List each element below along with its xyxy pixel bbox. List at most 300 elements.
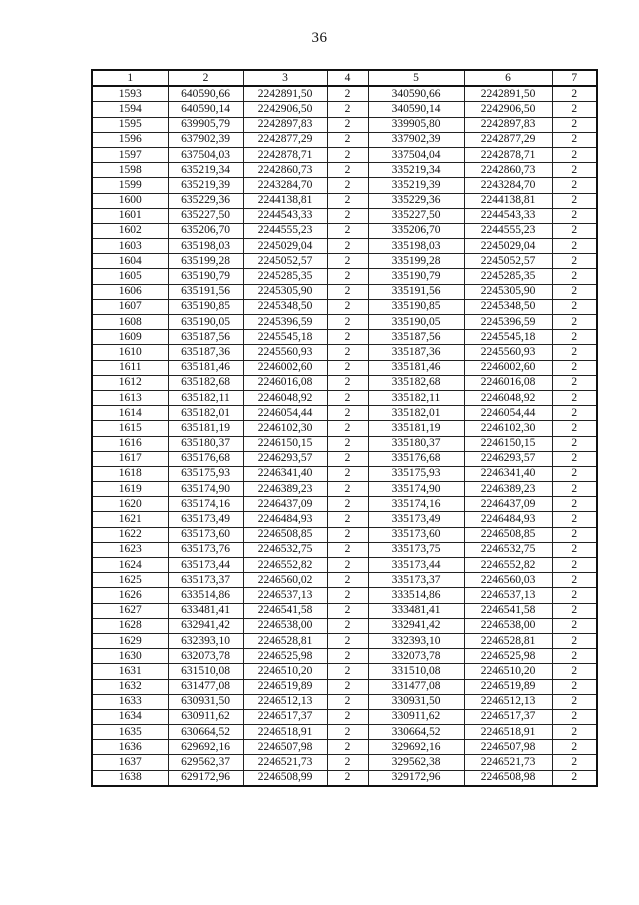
- x-coordinate-alt-cell: 339905,80: [368, 117, 464, 132]
- y-coordinate-alt-cell: 2245052,57: [464, 254, 552, 269]
- value-alt-cell: 2: [552, 466, 597, 481]
- y-coordinate-cell: 2242877,29: [243, 132, 327, 147]
- y-coordinate-alt-cell: 2246048,92: [464, 390, 552, 405]
- x-coordinate-alt-cell: 335175,93: [368, 466, 464, 481]
- value-cell: 2: [327, 512, 368, 527]
- x-coordinate-cell: 635174,16: [168, 497, 243, 512]
- x-coordinate-cell: 639905,79: [168, 117, 243, 132]
- y-coordinate-alt-cell: 2246508,98: [464, 770, 552, 786]
- table-row: [92, 315, 597, 330]
- point-number-cell: 1619: [92, 482, 168, 497]
- y-coordinate-cell: 2246484,93: [243, 512, 327, 527]
- value-alt-cell: 2: [552, 330, 597, 345]
- y-coordinate-alt-cell: 2246537,13: [464, 588, 552, 603]
- point-number-cell: 1628: [92, 618, 168, 633]
- point-number-cell: 1631: [92, 664, 168, 679]
- value-alt-cell: 2: [552, 603, 597, 618]
- value-alt-cell: 2: [552, 497, 597, 512]
- value-alt-cell: 2: [552, 512, 597, 527]
- value-cell: 2: [327, 740, 368, 755]
- x-coordinate-cell: 630931,50: [168, 694, 243, 709]
- point-number-cell: 1609: [92, 330, 168, 345]
- value-cell: 2: [327, 254, 368, 269]
- x-coordinate-alt-cell: 335180,37: [368, 436, 464, 451]
- y-coordinate-alt-cell: 2245029,04: [464, 239, 552, 254]
- value-cell: 2: [327, 269, 368, 284]
- value-cell: 2: [327, 770, 368, 786]
- y-coordinate-cell: 2246293,57: [243, 451, 327, 466]
- y-coordinate-alt-cell: 2242897,83: [464, 117, 552, 132]
- x-coordinate-alt-cell: 331477,08: [368, 679, 464, 694]
- table-row: [92, 147, 597, 162]
- point-number-cell: 1599: [92, 178, 168, 193]
- y-coordinate-cell: 2246510,20: [243, 664, 327, 679]
- x-coordinate-cell: 640590,14: [168, 102, 243, 117]
- y-coordinate-cell: 2246341,40: [243, 466, 327, 481]
- value-alt-cell: 2: [552, 223, 597, 238]
- value-cell: 2: [327, 117, 368, 132]
- value-alt-cell: 2: [552, 588, 597, 603]
- x-coordinate-alt-cell: 335227,50: [368, 208, 464, 223]
- x-coordinate-cell: 635187,56: [168, 330, 243, 345]
- table-row: [92, 649, 597, 664]
- table-row: [92, 345, 597, 360]
- value-cell: 2: [327, 239, 368, 254]
- y-coordinate-alt-cell: 2244543,33: [464, 208, 552, 223]
- x-coordinate-cell: 630664,52: [168, 725, 243, 740]
- y-coordinate-cell: 2246437,09: [243, 497, 327, 512]
- y-coordinate-alt-cell: 2242877,29: [464, 132, 552, 147]
- x-coordinate-alt-cell: 335174,90: [368, 482, 464, 497]
- value-alt-cell: 2: [552, 633, 597, 648]
- value-alt-cell: 2: [552, 102, 597, 117]
- x-coordinate-alt-cell: 335174,16: [368, 497, 464, 512]
- y-coordinate-cell: 2242860,73: [243, 163, 327, 178]
- point-number-cell: 1607: [92, 299, 168, 314]
- value-cell: 2: [327, 102, 368, 117]
- value-alt-cell: 2: [552, 406, 597, 421]
- value-alt-cell: 2: [552, 649, 597, 664]
- y-coordinate-cell: 2246518,91: [243, 725, 327, 740]
- point-number-cell: 1593: [92, 86, 168, 102]
- y-coordinate-cell: 2245545,18: [243, 330, 327, 345]
- table-row: [92, 603, 597, 618]
- y-coordinate-alt-cell: 2246510,20: [464, 664, 552, 679]
- x-coordinate-cell: 631477,08: [168, 679, 243, 694]
- table-row: [92, 117, 597, 132]
- value-cell: 2: [327, 633, 368, 648]
- x-coordinate-alt-cell: 335219,34: [368, 163, 464, 178]
- value-alt-cell: 2: [552, 451, 597, 466]
- y-coordinate-alt-cell: 2246517,37: [464, 709, 552, 724]
- y-coordinate-cell: 2243284,70: [243, 178, 327, 193]
- point-number-cell: 1601: [92, 208, 168, 223]
- y-coordinate-alt-cell: 2246541,58: [464, 603, 552, 618]
- value-alt-cell: 2: [552, 709, 597, 724]
- column-header-3: 3: [243, 70, 327, 86]
- table-row: [92, 436, 597, 451]
- x-coordinate-cell: 635174,90: [168, 482, 243, 497]
- y-coordinate-alt-cell: 2246525,98: [464, 649, 552, 664]
- value-alt-cell: 2: [552, 178, 597, 193]
- y-coordinate-cell: 2246002,60: [243, 360, 327, 375]
- value-alt-cell: 2: [552, 542, 597, 557]
- point-number-cell: 1633: [92, 694, 168, 709]
- y-coordinate-cell: 2244543,33: [243, 208, 327, 223]
- value-cell: 2: [327, 603, 368, 618]
- y-coordinate-cell: 2244555,23: [243, 223, 327, 238]
- x-coordinate-alt-cell: 337902,39: [368, 132, 464, 147]
- table-row: [92, 588, 597, 603]
- y-coordinate-alt-cell: 2246341,40: [464, 466, 552, 481]
- x-coordinate-cell: 635180,37: [168, 436, 243, 451]
- y-coordinate-alt-cell: 2244555,23: [464, 223, 552, 238]
- point-number-cell: 1610: [92, 345, 168, 360]
- table-row: [92, 178, 597, 193]
- x-coordinate-alt-cell: 335190,05: [368, 315, 464, 330]
- value-alt-cell: 2: [552, 482, 597, 497]
- y-coordinate-cell: 2246525,98: [243, 649, 327, 664]
- value-alt-cell: 2: [552, 254, 597, 269]
- x-coordinate-cell: 635181,46: [168, 360, 243, 375]
- y-coordinate-cell: 2246537,13: [243, 588, 327, 603]
- value-cell: 2: [327, 223, 368, 238]
- x-coordinate-alt-cell: 329172,96: [368, 770, 464, 786]
- value-cell: 2: [327, 664, 368, 679]
- table-row: [92, 497, 597, 512]
- column-header-5: 5: [368, 70, 464, 86]
- point-number-cell: 1620: [92, 497, 168, 512]
- y-coordinate-cell: 2246521,73: [243, 755, 327, 770]
- y-coordinate-alt-cell: 2246507,98: [464, 740, 552, 755]
- y-coordinate-cell: 2242906,50: [243, 102, 327, 117]
- value-alt-cell: 2: [552, 436, 597, 451]
- point-number-cell: 1625: [92, 573, 168, 588]
- x-coordinate-alt-cell: 335173,37: [368, 573, 464, 588]
- value-alt-cell: 2: [552, 740, 597, 755]
- coordinates-table: [91, 69, 598, 787]
- value-alt-cell: 2: [552, 725, 597, 740]
- table-row: [92, 132, 597, 147]
- y-coordinate-alt-cell: 2246102,30: [464, 421, 552, 436]
- y-coordinate-alt-cell: 2246508,85: [464, 527, 552, 542]
- value-cell: 2: [327, 588, 368, 603]
- y-coordinate-alt-cell: 2246437,09: [464, 497, 552, 512]
- y-coordinate-alt-cell: 2246002,60: [464, 360, 552, 375]
- point-number-cell: 1638: [92, 770, 168, 786]
- y-coordinate-cell: 2245305,90: [243, 284, 327, 299]
- y-coordinate-cell: 2245396,59: [243, 315, 327, 330]
- y-coordinate-cell: 2245029,04: [243, 239, 327, 254]
- point-number-cell: 1616: [92, 436, 168, 451]
- x-coordinate-alt-cell: 340590,66: [368, 86, 464, 102]
- x-coordinate-alt-cell: 332393,10: [368, 633, 464, 648]
- x-coordinate-alt-cell: 335181,19: [368, 421, 464, 436]
- value-alt-cell: 2: [552, 755, 597, 770]
- point-number-cell: 1596: [92, 132, 168, 147]
- x-coordinate-alt-cell: 335182,11: [368, 390, 464, 405]
- column-header-6: 6: [464, 70, 552, 86]
- value-cell: 2: [327, 466, 368, 481]
- x-coordinate-alt-cell: 335190,85: [368, 299, 464, 314]
- table-row: [92, 208, 597, 223]
- table-row: [92, 527, 597, 542]
- point-number-cell: 1605: [92, 269, 168, 284]
- value-alt-cell: 2: [552, 618, 597, 633]
- y-coordinate-alt-cell: 2246538,00: [464, 618, 552, 633]
- x-coordinate-alt-cell: 330911,62: [368, 709, 464, 724]
- x-coordinate-cell: 633514,86: [168, 588, 243, 603]
- y-coordinate-cell: 2242891,50: [243, 86, 327, 102]
- x-coordinate-cell: 633481,41: [168, 603, 243, 618]
- value-cell: 2: [327, 284, 368, 299]
- table-row: [92, 284, 597, 299]
- x-coordinate-cell: 629562,37: [168, 755, 243, 770]
- x-coordinate-cell: 635175,93: [168, 466, 243, 481]
- value-alt-cell: 2: [552, 694, 597, 709]
- value-cell: 2: [327, 436, 368, 451]
- point-number-cell: 1632: [92, 679, 168, 694]
- y-coordinate-cell: 2246519,89: [243, 679, 327, 694]
- point-number-cell: 1602: [92, 223, 168, 238]
- value-alt-cell: 2: [552, 117, 597, 132]
- value-alt-cell: 2: [552, 299, 597, 314]
- point-number-cell: 1594: [92, 102, 168, 117]
- value-cell: 2: [327, 527, 368, 542]
- y-coordinate-cell: 2245285,35: [243, 269, 327, 284]
- point-number-cell: 1627: [92, 603, 168, 618]
- table-row: [92, 254, 597, 269]
- value-cell: 2: [327, 208, 368, 223]
- x-coordinate-alt-cell: 335173,60: [368, 527, 464, 542]
- x-coordinate-alt-cell: 331510,08: [368, 664, 464, 679]
- value-alt-cell: 2: [552, 573, 597, 588]
- table-header-row: [92, 70, 597, 86]
- y-coordinate-alt-cell: 2242878,71: [464, 147, 552, 162]
- point-number-cell: 1600: [92, 193, 168, 208]
- x-coordinate-cell: 635190,85: [168, 299, 243, 314]
- table-row: [92, 725, 597, 740]
- value-cell: 2: [327, 132, 368, 147]
- x-coordinate-cell: 632073,78: [168, 649, 243, 664]
- table-row: [92, 694, 597, 709]
- table-row: [92, 86, 597, 102]
- value-cell: 2: [327, 375, 368, 390]
- y-coordinate-alt-cell: 2243284,70: [464, 178, 552, 193]
- value-cell: 2: [327, 558, 368, 573]
- x-coordinate-cell: 637504,03: [168, 147, 243, 162]
- value-cell: 2: [327, 573, 368, 588]
- point-number-cell: 1637: [92, 755, 168, 770]
- y-coordinate-alt-cell: 2246484,93: [464, 512, 552, 527]
- y-coordinate-alt-cell: 2245560,93: [464, 345, 552, 360]
- table-row: [92, 330, 597, 345]
- table-row: [92, 618, 597, 633]
- y-coordinate-alt-cell: 2245545,18: [464, 330, 552, 345]
- value-cell: 2: [327, 163, 368, 178]
- table-row: [92, 299, 597, 314]
- point-number-cell: 1606: [92, 284, 168, 299]
- table-row: [92, 406, 597, 421]
- y-coordinate-cell: 2246541,58: [243, 603, 327, 618]
- value-cell: 2: [327, 679, 368, 694]
- y-coordinate-alt-cell: 2246519,89: [464, 679, 552, 694]
- x-coordinate-alt-cell: 335187,56: [368, 330, 464, 345]
- value-cell: 2: [327, 725, 368, 740]
- value-cell: 2: [327, 299, 368, 314]
- y-coordinate-cell: 2246054,44: [243, 406, 327, 421]
- point-number-cell: 1636: [92, 740, 168, 755]
- y-coordinate-alt-cell: 2245348,50: [464, 299, 552, 314]
- page-number: 36: [311, 30, 328, 46]
- x-coordinate-cell: 635191,56: [168, 284, 243, 299]
- y-coordinate-cell: 2246512,13: [243, 694, 327, 709]
- x-coordinate-cell: 635190,05: [168, 315, 243, 330]
- x-coordinate-alt-cell: 329692,16: [368, 740, 464, 755]
- value-cell: 2: [327, 649, 368, 664]
- x-coordinate-alt-cell: 337504,04: [368, 147, 464, 162]
- x-coordinate-cell: 635219,39: [168, 178, 243, 193]
- value-cell: 2: [327, 360, 368, 375]
- value-alt-cell: 2: [552, 558, 597, 573]
- y-coordinate-cell: 2242878,71: [243, 147, 327, 162]
- x-coordinate-cell: 632941,42: [168, 618, 243, 633]
- table-row: [92, 573, 597, 588]
- y-coordinate-cell: 2246150,15: [243, 436, 327, 451]
- y-coordinate-alt-cell: 2242906,50: [464, 102, 552, 117]
- point-number-cell: 1603: [92, 239, 168, 254]
- y-coordinate-alt-cell: 2246293,57: [464, 451, 552, 466]
- y-coordinate-cell: 2246508,85: [243, 527, 327, 542]
- table-row: [92, 421, 597, 436]
- table-header: [92, 70, 597, 86]
- y-coordinate-alt-cell: 2246521,73: [464, 755, 552, 770]
- value-cell: 2: [327, 542, 368, 557]
- x-coordinate-cell: 635182,11: [168, 390, 243, 405]
- y-coordinate-cell: 2246507,98: [243, 740, 327, 755]
- y-coordinate-alt-cell: 2246532,75: [464, 542, 552, 557]
- value-alt-cell: 2: [552, 147, 597, 162]
- y-coordinate-cell: 2245348,50: [243, 299, 327, 314]
- y-coordinate-alt-cell: 2245396,59: [464, 315, 552, 330]
- table-row: [92, 193, 597, 208]
- x-coordinate-alt-cell: 335173,75: [368, 542, 464, 557]
- point-number-cell: 1626: [92, 588, 168, 603]
- value-cell: 2: [327, 147, 368, 162]
- y-coordinate-alt-cell: 2246512,13: [464, 694, 552, 709]
- table-row: [92, 375, 597, 390]
- y-coordinate-cell: 2245560,93: [243, 345, 327, 360]
- x-coordinate-cell: 635190,79: [168, 269, 243, 284]
- x-coordinate-alt-cell: 340590,14: [368, 102, 464, 117]
- x-coordinate-cell: 630911,62: [168, 709, 243, 724]
- point-number-cell: 1614: [92, 406, 168, 421]
- table-body: [92, 86, 597, 786]
- table-row: [92, 466, 597, 481]
- x-coordinate-cell: 635206,70: [168, 223, 243, 238]
- point-number-cell: 1617: [92, 451, 168, 466]
- y-coordinate-cell: 2246048,92: [243, 390, 327, 405]
- point-number-cell: 1595: [92, 117, 168, 132]
- table-row: [92, 709, 597, 724]
- y-coordinate-cell: 2246389,23: [243, 482, 327, 497]
- y-coordinate-alt-cell: 2245285,35: [464, 269, 552, 284]
- x-coordinate-cell: 629172,96: [168, 770, 243, 786]
- point-number-cell: 1623: [92, 542, 168, 557]
- value-cell: 2: [327, 709, 368, 724]
- y-coordinate-cell: 2246528,81: [243, 633, 327, 648]
- table-row: [92, 740, 597, 755]
- x-coordinate-cell: 635187,36: [168, 345, 243, 360]
- value-cell: 2: [327, 315, 368, 330]
- x-coordinate-alt-cell: 332073,78: [368, 649, 464, 664]
- value-alt-cell: 2: [552, 269, 597, 284]
- table-row: [92, 558, 597, 573]
- x-coordinate-cell: 629692,16: [168, 740, 243, 755]
- column-header-4: 4: [327, 70, 368, 86]
- table-row: [92, 770, 597, 786]
- value-alt-cell: 2: [552, 193, 597, 208]
- y-coordinate-cell: 2246538,00: [243, 618, 327, 633]
- x-coordinate-alt-cell: 335182,68: [368, 375, 464, 390]
- y-coordinate-alt-cell: 2246560,03: [464, 573, 552, 588]
- value-cell: 2: [327, 345, 368, 360]
- column-header-2: 2: [168, 70, 243, 86]
- x-coordinate-cell: 635198,03: [168, 239, 243, 254]
- x-coordinate-cell: 635199,28: [168, 254, 243, 269]
- x-coordinate-cell: 635173,49: [168, 512, 243, 527]
- x-coordinate-cell: 631510,08: [168, 664, 243, 679]
- table-row: [92, 664, 597, 679]
- x-coordinate-alt-cell: 335191,56: [368, 284, 464, 299]
- x-coordinate-cell: 635173,60: [168, 527, 243, 542]
- x-coordinate-cell: 635176,68: [168, 451, 243, 466]
- table-row: [92, 542, 597, 557]
- x-coordinate-alt-cell: 335206,70: [368, 223, 464, 238]
- x-coordinate-cell: 635173,76: [168, 542, 243, 557]
- point-number-cell: 1629: [92, 633, 168, 648]
- y-coordinate-alt-cell: 2244138,81: [464, 193, 552, 208]
- y-coordinate-cell: 2246508,99: [243, 770, 327, 786]
- value-alt-cell: 2: [552, 132, 597, 147]
- value-cell: 2: [327, 694, 368, 709]
- point-number-cell: 1612: [92, 375, 168, 390]
- x-coordinate-alt-cell: 333481,41: [368, 603, 464, 618]
- x-coordinate-alt-cell: 330931,50: [368, 694, 464, 709]
- value-alt-cell: 2: [552, 239, 597, 254]
- table-row: [92, 633, 597, 648]
- table-row: [92, 755, 597, 770]
- value-cell: 2: [327, 497, 368, 512]
- x-coordinate-alt-cell: 335176,68: [368, 451, 464, 466]
- value-cell: 2: [327, 86, 368, 102]
- value-alt-cell: 2: [552, 208, 597, 223]
- y-coordinate-alt-cell: 2246016,08: [464, 375, 552, 390]
- y-coordinate-cell: 2246532,75: [243, 542, 327, 557]
- x-coordinate-alt-cell: 333514,86: [368, 588, 464, 603]
- value-cell: 2: [327, 406, 368, 421]
- point-number-cell: 1598: [92, 163, 168, 178]
- value-cell: 2: [327, 451, 368, 466]
- table-row: [92, 223, 597, 238]
- x-coordinate-alt-cell: 335182,01: [368, 406, 464, 421]
- point-number-cell: 1597: [92, 147, 168, 162]
- column-header-7: 7: [552, 70, 597, 86]
- y-coordinate-alt-cell: 2246528,81: [464, 633, 552, 648]
- point-number-cell: 1621: [92, 512, 168, 527]
- table-row: [92, 269, 597, 284]
- value-alt-cell: 2: [552, 375, 597, 390]
